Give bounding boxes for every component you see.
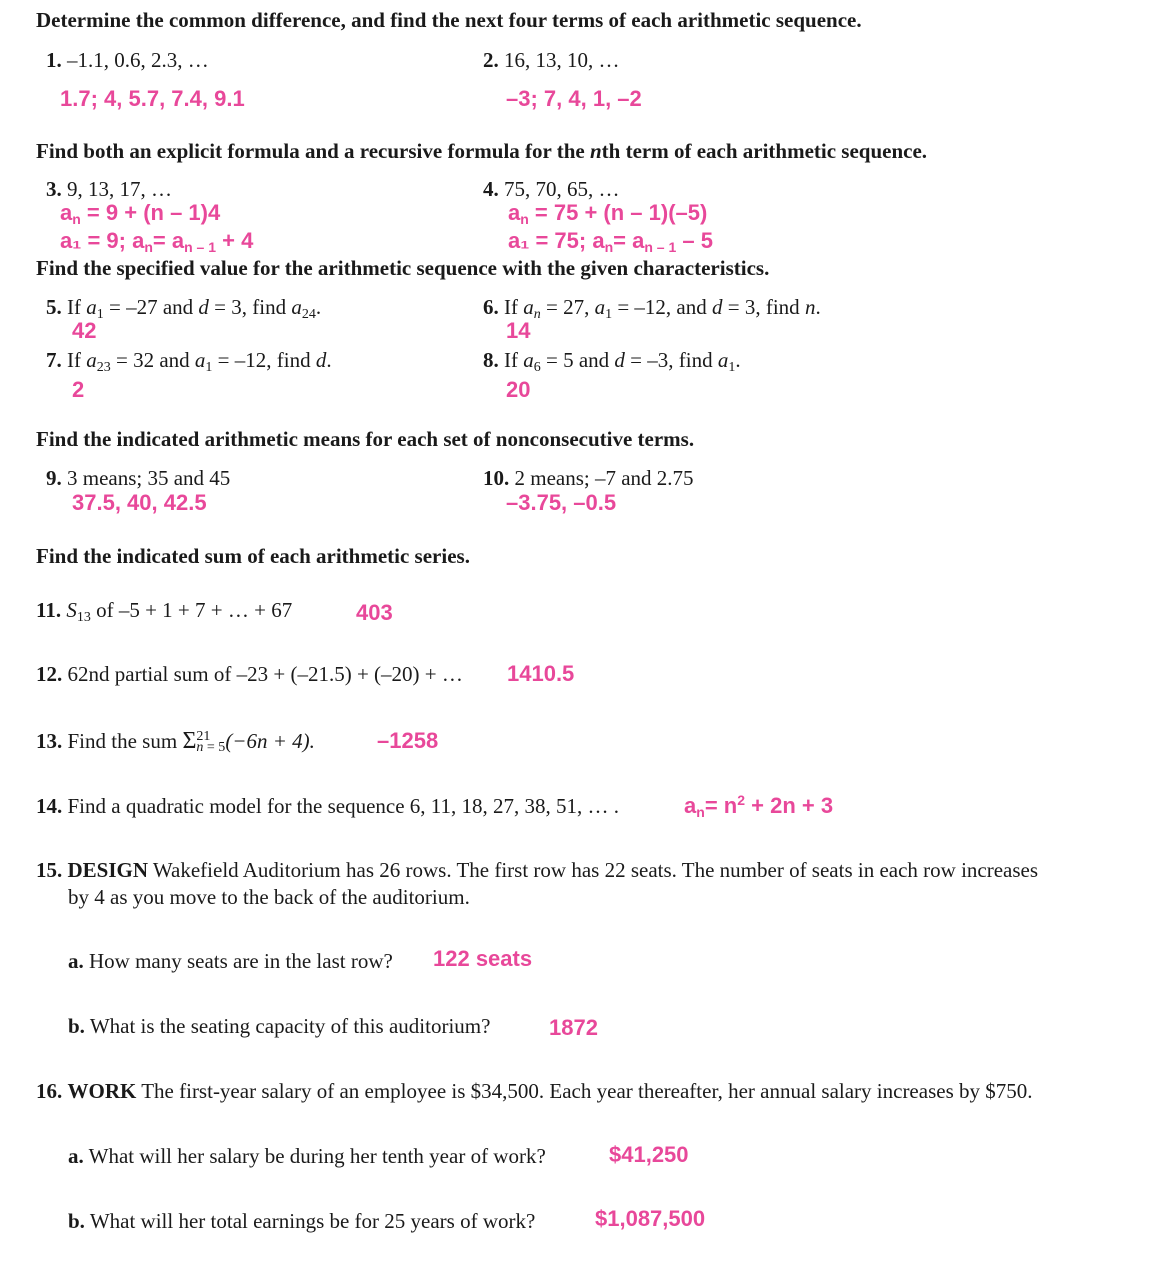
- section-heading-5: Find the indicated sum of each arithmetic series.: [36, 544, 470, 568]
- problem-16: 16. WORK The first-year salary of an employee is $34,500. Each year thereafter, her annual salary increases by $750.: [36, 1079, 1033, 1103]
- answer-10: –3.75, –0.5: [506, 490, 617, 515]
- answer-3-explicit: $a_n = 9 + (n - 1)4$: [60, 200, 221, 227]
- problem-number: 4.: [483, 177, 499, 201]
- answer-1: 1.7; 4, 5.7, 7.4, 9.1: [60, 86, 245, 111]
- problem-1: [46, 48, 209, 73]
- section-heading-4: Find the indicated arithmetic means for each set of nonconsecutive terms.: [36, 427, 695, 451]
- answer-5: 42: [72, 318, 97, 343]
- section-heading-3: Find the specified value for the arithmetic sequence with the given characteristics.: [36, 256, 770, 280]
- answer-15b: 1872: [549, 1015, 598, 1040]
- answer-8: 20: [506, 377, 531, 402]
- answer-16a: $41,250: [609, 1142, 689, 1167]
- problem-14: 14. Find a quadratic model for the sequence 6, 11, 18, 27, 38, 51, … .: [36, 794, 620, 818]
- answer-6: 14: [506, 318, 531, 343]
- answer-9: 37.5, 40, 42.5: [72, 490, 207, 515]
- problem-number: 2.: [483, 48, 499, 72]
- problem-11: 11. $S_{13}$ of –5 + 1 + 7 + … + 67: [36, 598, 293, 625]
- sigma-symbol: Σ: [182, 728, 197, 754]
- answer-2: –3; 7, 4, 1, –2: [506, 86, 642, 111]
- section-heading-1: Determine the common difference, and find the next four terms of each arithmetic sequence.: [36, 8, 862, 32]
- problem-7: 7. If $a_{23} = 32$ and $a_1 = -12$, find d.: [46, 348, 332, 375]
- problem-16a: a. What will her salary be during her tenth year of work?: [68, 1144, 546, 1168]
- problem-8: 8. If $a_6 = 5$ and d = –3, find $a_1$.: [483, 348, 741, 375]
- answer-4-recursive: a₁ = 75; $a_n= a_{n - 1} - 5$: [508, 228, 713, 255]
- answer-7: 2: [72, 377, 85, 402]
- answer-14: $a_n= n^2 + 2n + 3$: [684, 792, 834, 820]
- problem-2: [483, 48, 620, 73]
- problem-number: 1.: [46, 48, 62, 72]
- problem-12: 12. 62nd partial sum of –23 + (–21.5) + (–20) + …: [36, 662, 463, 686]
- problem-text: –1.1, 0.6, 2.3, …: [67, 48, 209, 72]
- problem-number: 3.: [46, 177, 62, 201]
- problem-text: 75, 70, 65, …: [504, 177, 620, 201]
- problem-text: 9, 13, 17, …: [67, 177, 172, 201]
- problem-9: 9. 3 means; 35 and 45: [46, 466, 231, 490]
- problem-15: 15. DESIGN Wakefield Auditorium has 26 rows. The first row has 22 seats. The number of seats in each row increases: [36, 858, 1039, 882]
- problem-13: 13. Find the sum Σ 21 n = 5 (−6n + 4).: [36, 728, 315, 755]
- answer-13: –1258: [377, 728, 439, 753]
- problem-15b: b. What is the seating capacity of this auditorium?: [68, 1014, 491, 1038]
- answer-4-explicit: $a_n = 75 + (n - 1)(-5)$: [508, 200, 708, 227]
- problem-5: 5. If $a_1 = -27$ and d = 3, find $a_{24}$.: [46, 295, 322, 322]
- answer-15a: 122 seats: [433, 946, 533, 971]
- problem-15-line2: by 4 as you move to the back of the auditorium.: [68, 885, 470, 909]
- answer-12: 1410.5: [507, 661, 575, 686]
- problem-6: 6. If $a_n = 27$, $a_1 = -12$, and d = 3, find n.: [483, 295, 821, 322]
- problem-text: 16, 13, 10, …: [504, 48, 620, 72]
- problem-15a: a. How many seats are in the last row?: [68, 949, 393, 973]
- answer-3-recursive: a₁ = 9; $a_n= a_{n - 1} + 4$: [60, 228, 254, 255]
- section-heading-2: Find both an explicit formula and a recursive formula for the nth term of each arithmetic sequence.: [36, 139, 928, 163]
- answer-16b: $1,087,500: [595, 1206, 706, 1231]
- problem-10: 10. 2 means; –7 and 2.75: [483, 466, 694, 490]
- problem-4: [483, 177, 620, 202]
- problem-3: [46, 177, 172, 202]
- answer-11: 403: [356, 600, 393, 625]
- problem-16b: b. What will her total earnings be for 25 years of work?: [68, 1209, 536, 1233]
